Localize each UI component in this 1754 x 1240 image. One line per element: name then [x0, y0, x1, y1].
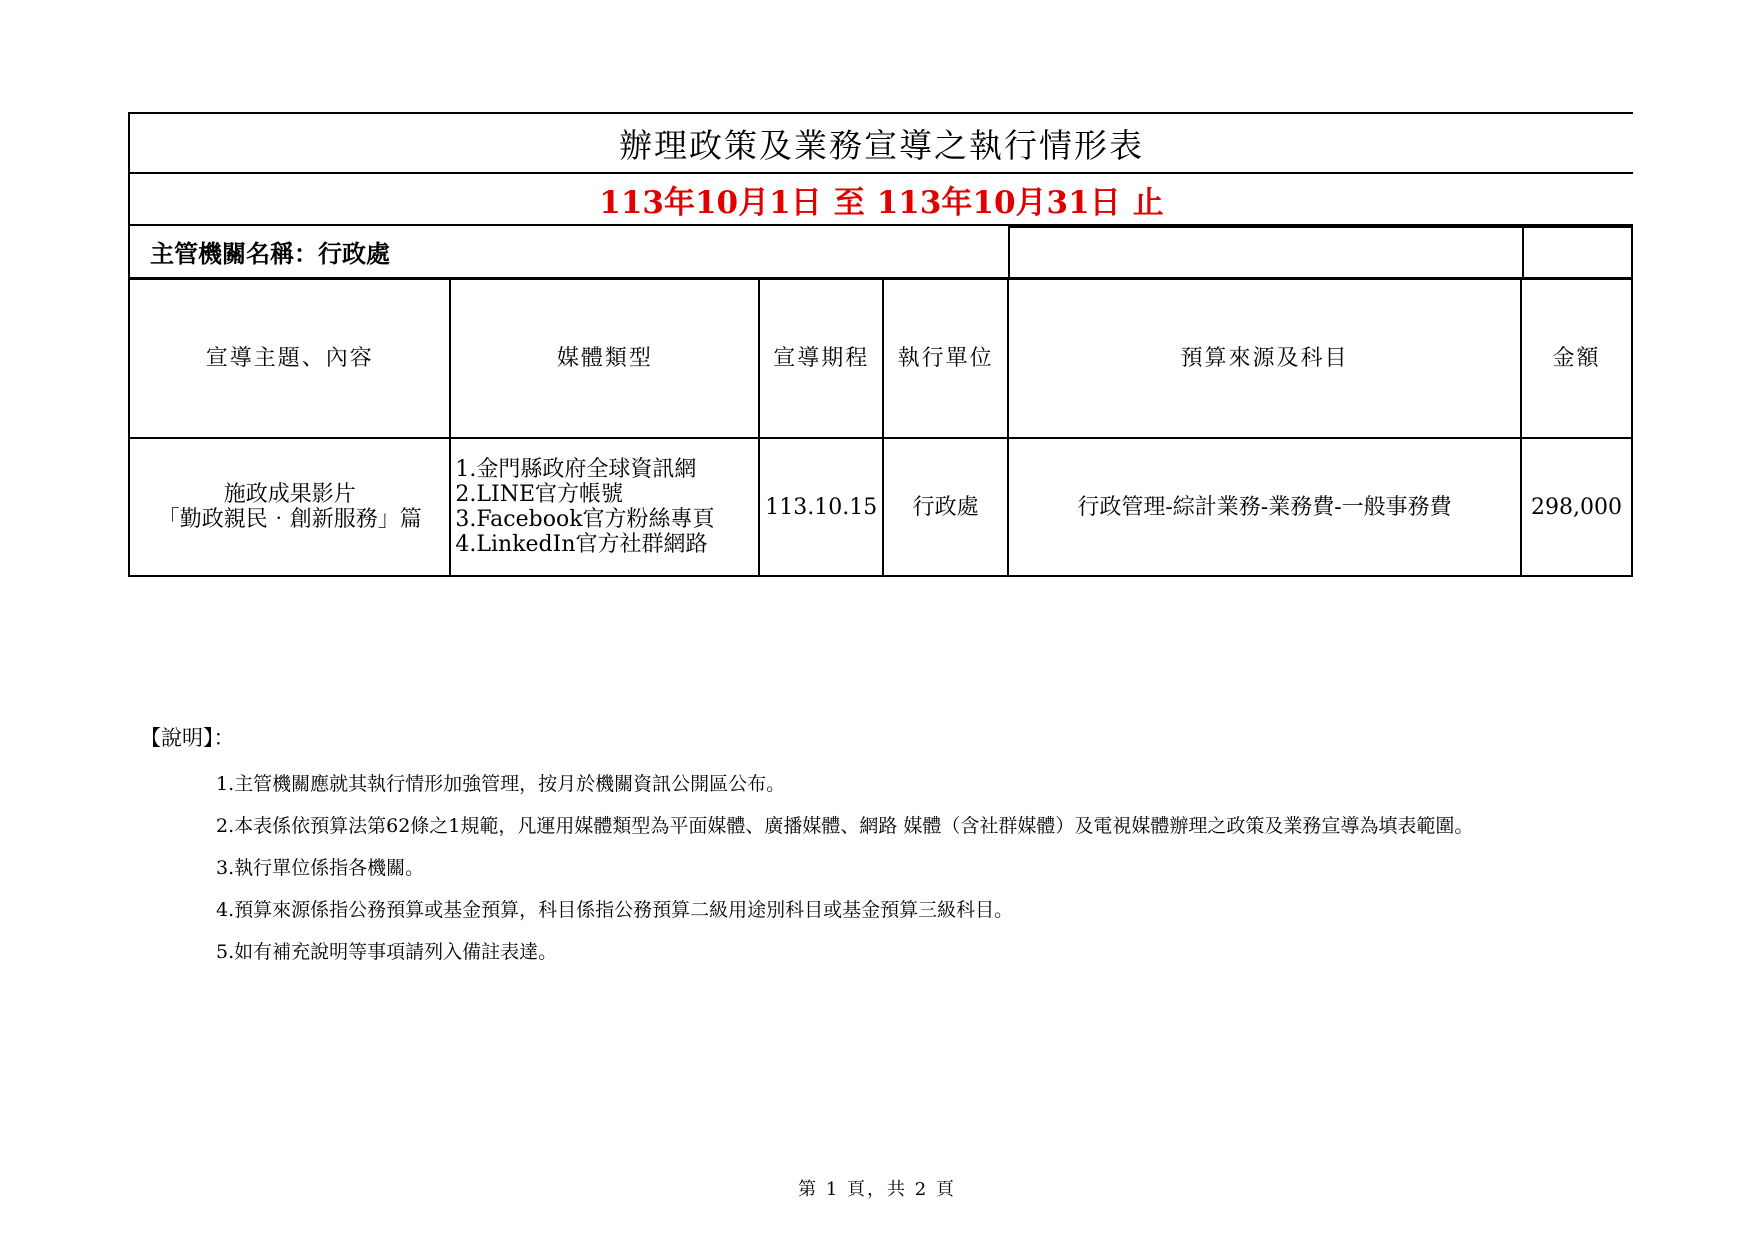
header-media: 媒體類型	[450, 279, 759, 438]
header-budget: 預算來源及科目	[1008, 279, 1521, 438]
agency-blank-cell	[1522, 226, 1633, 279]
table-header-row	[129, 279, 1632, 438]
note-item: 4.預算來源係指公務預算或基金預算，科目係指公務預算二級用途別科目或基金預算三級科目。	[216, 899, 1014, 921]
topic-cell	[129, 438, 450, 576]
header-schedule: 宣導期程	[759, 279, 883, 438]
media-cell	[450, 438, 759, 576]
media-item: 3.Facebook官方粉絲專頁	[455, 507, 715, 532]
media-item: 4.LinkedIn官方社群網路	[455, 532, 708, 557]
note-item: 1.主管機關應就其執行情形加強管理，按月於機關資訊公開區公布。	[216, 773, 786, 795]
agency-label: 主管機關名稱：行政處	[128, 226, 1008, 279]
note-item: 2.本表係依預算法第62條之1規範，凡運用媒體類型為平面媒體、廣播媒體、網路 媒體（含社群媒體）及電視媒體辦理之政策及業務宣導為填表範圍。	[216, 815, 1474, 837]
page-footer: 第 1 頁，共 2 頁	[798, 1179, 956, 1200]
period-suffix: 止	[1132, 184, 1164, 221]
execution-table	[128, 278, 1633, 577]
notes-heading: 【說明】：	[140, 726, 235, 750]
report-period	[128, 174, 1633, 226]
amount-cell: 298,000	[1521, 438, 1632, 576]
media-item: 2.LINE官方帳號	[455, 482, 624, 507]
report-title: 辦理政策及業務宣導之執行情形表	[128, 112, 1633, 174]
note-item: 5.如有補充說明等事項請列入備註表達。	[216, 941, 558, 963]
period-end: 113年10月31日	[876, 184, 1121, 221]
header-topic: 宣導主題、內容	[129, 279, 450, 438]
agency-row	[128, 226, 1633, 279]
budget-cell: 行政管理-綜計業務-業務費-一般事務費	[1008, 438, 1521, 576]
agency-blank-cell	[1008, 226, 1522, 279]
period-start: 113年10月1日	[599, 184, 822, 221]
note-item: 3.執行單位係指各機關。	[216, 857, 425, 879]
topic-subtitle: 「勤政親民‧創新服務」篇	[157, 507, 422, 532]
header-unit: 執行單位	[883, 279, 1008, 438]
period-connector: 至	[833, 184, 865, 221]
header-amount: 金額	[1521, 279, 1632, 438]
schedule-cell: 113.10.15	[759, 438, 883, 576]
media-item: 1.金門縣政府全球資訊網	[455, 457, 697, 482]
table-row	[129, 438, 1632, 576]
unit-cell: 行政處	[883, 438, 1008, 576]
notes-section	[140, 722, 1473, 983]
topic-title: 施政成果影片	[223, 482, 356, 507]
